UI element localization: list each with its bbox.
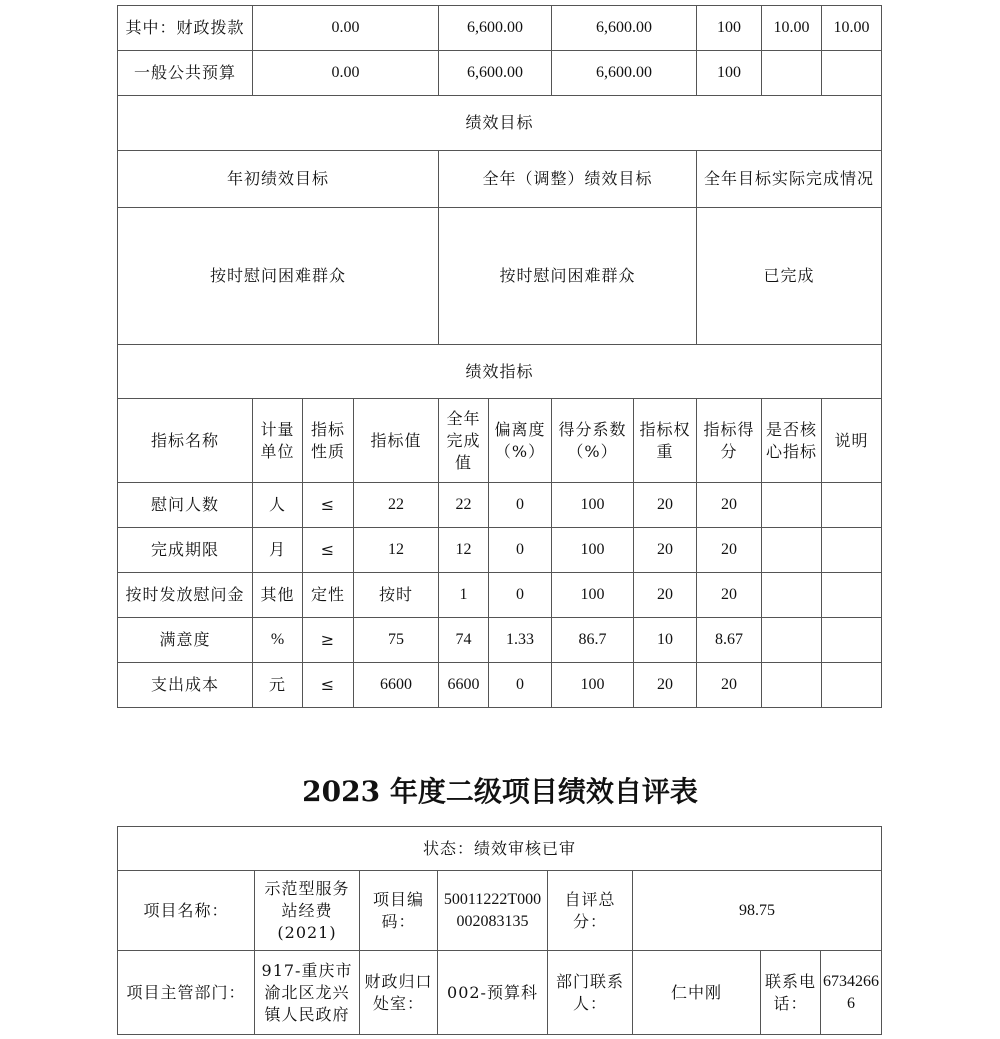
- indicator-target: 6600: [354, 663, 439, 708]
- goals-section-row: [118, 96, 882, 151]
- department-row: [118, 951, 882, 1035]
- indicators-header-row: [118, 399, 882, 483]
- indicator-coefficient: 100: [552, 528, 634, 573]
- project-name-value: 示范型服务站经费(2021): [255, 871, 360, 951]
- indicator-core: [762, 483, 822, 528]
- indicator-score: 8.67: [697, 618, 762, 663]
- indicator-target: 22: [354, 483, 439, 528]
- col-header: 得分系数（%）: [552, 399, 634, 483]
- indicator-note: [822, 483, 882, 528]
- indicator-target: 按时: [354, 573, 439, 618]
- budget-label: 一般公共预算: [118, 51, 253, 96]
- col-header: 说明: [822, 399, 882, 483]
- goals-value-initial: 按时慰问困难群众: [118, 208, 439, 345]
- budget-label: 其中：财政拨款: [118, 6, 253, 51]
- indicator-row: [118, 618, 882, 663]
- indicator-core: [762, 618, 822, 663]
- indicator-unit: 月: [253, 528, 303, 573]
- project-code-value: 50011222T000002083135: [438, 871, 548, 951]
- indicator-coefficient: 100: [552, 573, 634, 618]
- budget-rate: 100: [697, 6, 762, 51]
- indicator-weight: 20: [634, 483, 697, 528]
- self-score-value: 98.75: [633, 871, 882, 951]
- indicator-actual: 1: [439, 573, 489, 618]
- indicator-weight: 20: [634, 573, 697, 618]
- indicator-nature: ≤: [303, 528, 354, 573]
- indicator-deviation: 0: [489, 573, 552, 618]
- indicator-weight: 10: [634, 618, 697, 663]
- budget-annual: 6,600.00: [439, 51, 552, 96]
- indicator-actual: 12: [439, 528, 489, 573]
- department-label: 项目主管部门：: [118, 951, 255, 1035]
- page-title: 2023 年度二级项目绩效自评表: [302, 775, 698, 808]
- col-header: 指标得分: [697, 399, 762, 483]
- budget-score: [822, 51, 882, 96]
- col-header: 指标性质: [303, 399, 354, 483]
- indicator-unit: %: [253, 618, 303, 663]
- indicator-row: [118, 663, 882, 708]
- indicator-name: 慰问人数: [118, 483, 253, 528]
- col-header: 指标权重: [634, 399, 697, 483]
- indicator-score: 20: [697, 528, 762, 573]
- self-score-label: 自评总分：: [548, 871, 633, 951]
- col-header: 计量单位: [253, 399, 303, 483]
- indicator-nature: 定性: [303, 573, 354, 618]
- indicator-score: 20: [697, 573, 762, 618]
- indicator-note: [822, 573, 882, 618]
- indicator-nature: ≤: [303, 663, 354, 708]
- indicator-name: 完成期限: [118, 528, 253, 573]
- indicator-unit: 人: [253, 483, 303, 528]
- budget-score: 10.00: [822, 6, 882, 51]
- indicator-nature: ≤: [303, 483, 354, 528]
- indicators-section-row: [118, 345, 882, 399]
- status-row: [118, 827, 882, 871]
- indicator-note: [822, 528, 882, 573]
- indicator-target: 75: [354, 618, 439, 663]
- indicator-deviation: 1.33: [489, 618, 552, 663]
- budget-weight: [762, 51, 822, 96]
- indicator-core: [762, 528, 822, 573]
- indicator-row: [118, 528, 882, 573]
- project-info-row: [118, 871, 882, 951]
- col-header: 是否核心指标: [762, 399, 822, 483]
- contact-label: 部门联系人：: [548, 951, 633, 1035]
- col-header: 全年完成值: [439, 399, 489, 483]
- indicator-weight: 20: [634, 528, 697, 573]
- indicators-section-title: 绩效指标: [118, 345, 882, 399]
- goals-value-annual: 按时慰问困难群众: [439, 208, 697, 345]
- phone-value: 67342666: [821, 951, 882, 1035]
- finance-office-label: 财政归口处室：: [360, 951, 438, 1035]
- goals-header-actual: 全年目标实际完成情况: [697, 151, 882, 208]
- indicator-actual: 6600: [439, 663, 489, 708]
- indicator-unit: 其他: [253, 573, 303, 618]
- indicator-note: [822, 618, 882, 663]
- budget-annual: 6,600.00: [439, 6, 552, 51]
- indicator-weight: 20: [634, 663, 697, 708]
- budget-initial: 0.00: [253, 51, 439, 96]
- goals-value-row: [118, 208, 882, 345]
- indicator-actual: 22: [439, 483, 489, 528]
- goals-header-row: [118, 151, 882, 208]
- indicator-note: [822, 663, 882, 708]
- indicator-score: 20: [697, 483, 762, 528]
- department-value: 917-重庆市渝北区龙兴镇人民政府: [255, 951, 360, 1035]
- indicator-coefficient: 86.7: [552, 618, 634, 663]
- indicator-core: [762, 663, 822, 708]
- indicator-coefficient: 100: [552, 483, 634, 528]
- phone-label: 联系电话：: [761, 951, 821, 1035]
- indicator-core: [762, 573, 822, 618]
- budget-row: [118, 51, 882, 96]
- goals-value-actual: 已完成: [697, 208, 882, 345]
- status-text: 状态：绩效审核已审: [118, 827, 882, 871]
- budget-executed: 6,600.00: [552, 6, 697, 51]
- budget-initial: 0.00: [253, 6, 439, 51]
- indicator-score: 20: [697, 663, 762, 708]
- budget-executed: 6,600.00: [552, 51, 697, 96]
- indicator-target: 12: [354, 528, 439, 573]
- goals-header-initial: 年初绩效目标: [118, 151, 439, 208]
- goals-header-annual: 全年（调整）绩效目标: [439, 151, 697, 208]
- indicator-coefficient: 100: [552, 663, 634, 708]
- indicator-deviation: 0: [489, 663, 552, 708]
- col-header: 偏离度（%）: [489, 399, 552, 483]
- col-header: 指标名称: [118, 399, 253, 483]
- goals-section-title: 绩效目标: [118, 96, 882, 151]
- indicator-row: [118, 483, 882, 528]
- budget-rate: 100: [697, 51, 762, 96]
- project-name-label: 项目名称：: [118, 871, 255, 951]
- indicator-name: 支出成本: [118, 663, 253, 708]
- project-code-label: 项目编码：: [360, 871, 438, 951]
- performance-table: [117, 5, 882, 708]
- budget-row: [118, 6, 882, 51]
- indicator-row: [118, 573, 882, 618]
- contact-value: 仁中刚: [633, 951, 761, 1035]
- col-header: 指标值: [354, 399, 439, 483]
- finance-office-value: 002-预算科: [438, 951, 548, 1035]
- indicator-unit: 元: [253, 663, 303, 708]
- indicator-nature: ≥: [303, 618, 354, 663]
- indicator-deviation: 0: [489, 483, 552, 528]
- indicator-actual: 74: [439, 618, 489, 663]
- indicator-name: 满意度: [118, 618, 253, 663]
- budget-weight: 10.00: [762, 6, 822, 51]
- self-evaluation-table: [117, 826, 882, 1035]
- indicator-name: 按时发放慰问金: [118, 573, 253, 618]
- indicator-deviation: 0: [489, 528, 552, 573]
